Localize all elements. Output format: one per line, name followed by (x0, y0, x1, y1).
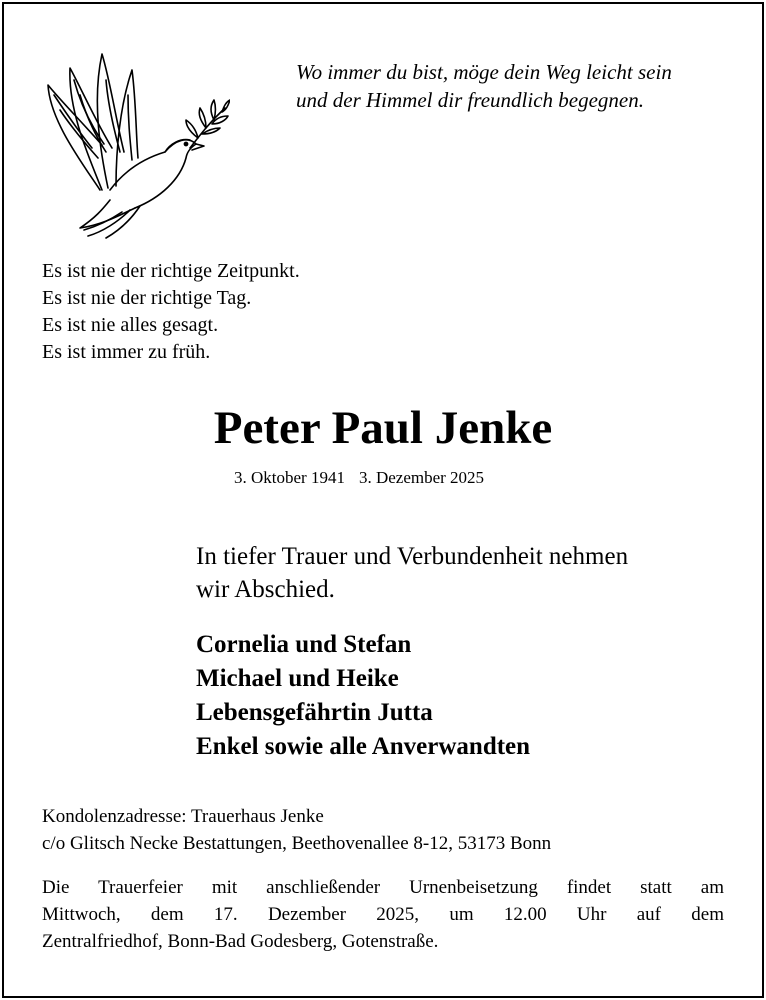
ceremony-line: Mittwoch, dem 17. Dezember 2025, um 12.00 Uhr auf dem (42, 904, 724, 925)
mourner-name: Enkel sowie alle Anverwandten (196, 733, 531, 760)
poem-line: Es ist nie der richtige Zeitpunkt. (42, 260, 300, 282)
dove-icon (40, 40, 230, 240)
deceased-name: Peter Paul Jenke (213, 402, 553, 454)
address-line: c/o Glitsch Necke Bestattungen, Beethovenallee 8-12, 53173 Bonn (42, 833, 552, 854)
grief-statement (196, 540, 736, 606)
birth-date: 3. Oktober 1941 (234, 468, 345, 487)
mourners-list (196, 628, 530, 764)
motto-line: und der Himmel dir freundlich begegnen. (296, 88, 644, 112)
mourner-name: Lebensgefährtin Jutta (196, 699, 433, 726)
motto-quote (296, 58, 746, 114)
poem-line: Es ist immer zu früh. (42, 341, 211, 363)
ceremony-notice (42, 874, 724, 955)
ceremony-line: Zentralfriedhof, Bonn-Bad Godesberg, Gotenstraße. (42, 931, 439, 952)
life-dates (234, 467, 484, 489)
ceremony-line: Die Trauerfeier mit anschließender Urnenbeisetzung findet statt am (42, 877, 724, 898)
death-date: 3. Dezember 2025 (358, 468, 485, 487)
mourner-name: Michael und Heike (196, 665, 399, 692)
address-line: Kondolenzadresse: Trauerhaus Jenke (42, 806, 324, 827)
poem-line: Es ist nie der richtige Tag. (42, 287, 252, 309)
grief-line: In tiefer Trauer und Verbundenheit nehmen (196, 543, 629, 570)
motto-line: Wo immer du bist, möge dein Weg leicht sein (296, 60, 672, 84)
mourner-name: Cornelia und Stefan (196, 631, 412, 658)
grief-line: wir Abschied. (196, 576, 335, 603)
poem-line: Es ist nie alles gesagt. (42, 314, 219, 336)
poem (42, 258, 300, 366)
condolence-address (42, 803, 551, 857)
